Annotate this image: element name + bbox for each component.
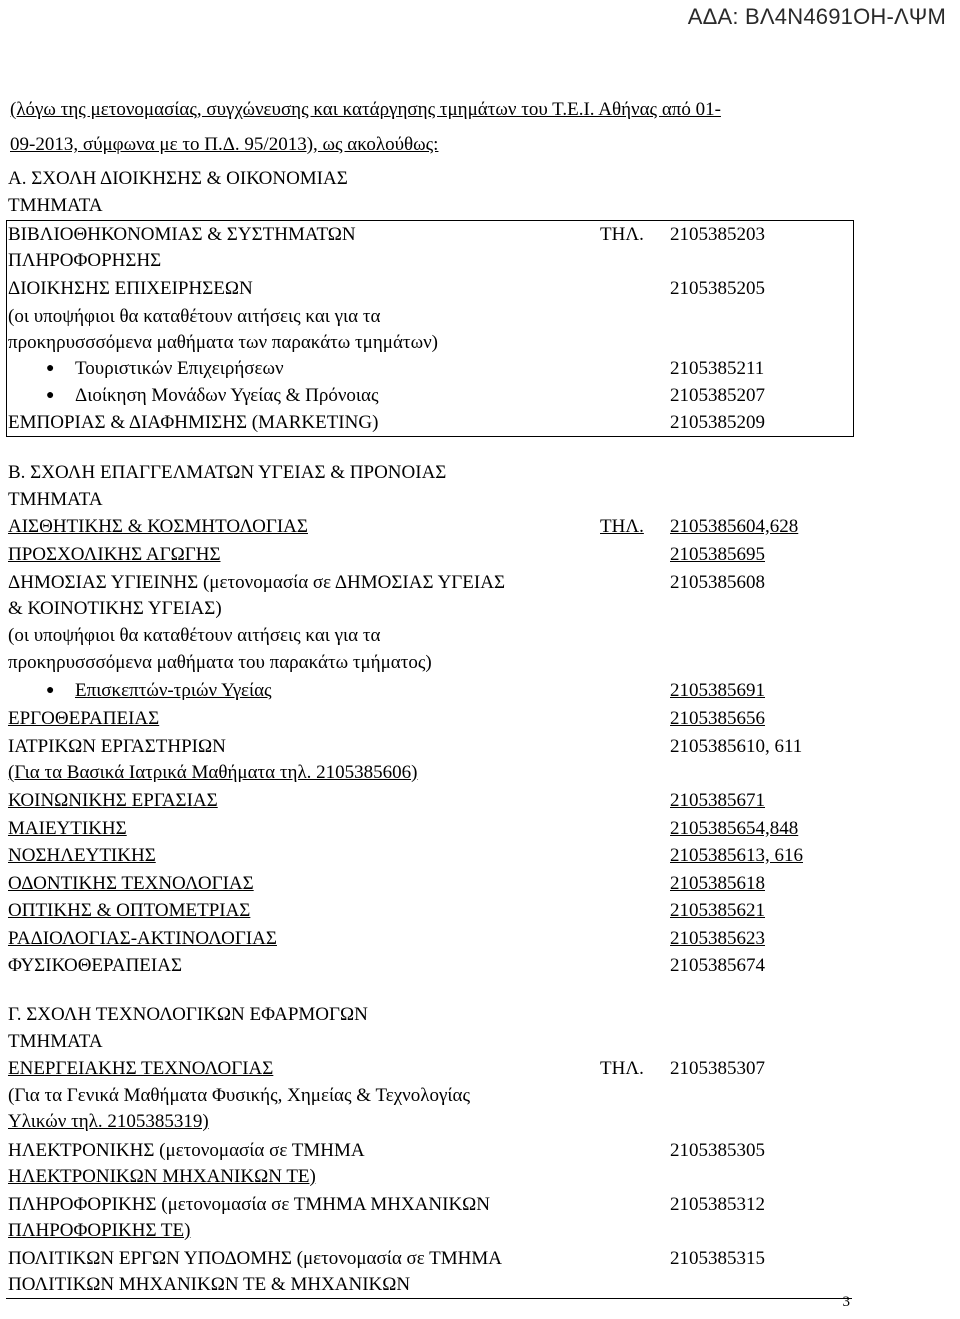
section-c-title: Γ. ΣΧΟΛΗ ΤΕΧΝΟΛΟΓΙΚΩΝ ΕΦΑΡΜΟΓΩΝ: [8, 1004, 368, 1025]
row-a-2-l1: ΔΙΟΙΚΗΣΗΣ ΕΠΙΧΕΙΡΗΣΕΩΝ: [8, 278, 253, 299]
row-b-6-tel: 2105385610, 611: [670, 736, 803, 757]
row-b-4-bullet: Επισκεπτών-τριών Υγείας: [75, 680, 272, 701]
row-b-12-tel: 2105385623: [670, 928, 765, 949]
row-a-4-bullet: Διοίκηση Μονάδων Υγείας & Πρόνοιας: [75, 385, 379, 406]
row-b-1-tel: 2105385604,628: [670, 516, 799, 537]
section-b-title: Β. ΣΧΟΛΗ ΕΠΑΓΓΕΛΜΑΤΩΝ ΥΓΕΙΑΣ & ΠΡΟΝΟΙΑΣ: [8, 462, 447, 483]
row-b-3-l1: ΔΗΜΟΣΙΑΣ ΥΓΙΕΙΝΗΣ (μετονομασία σε ΔΗΜΟΣΙΑΣ ΥΓΕΙΑΣ: [8, 572, 506, 593]
row-b-13-l1: ΦΥΣΙΚΟΘΕΡΑΠΕΙΑΣ: [8, 955, 183, 976]
row-b-3-l2: & ΚΟΙΝΟΤΙΚΗΣ ΥΓΕΙΑΣ): [8, 598, 222, 619]
row-c-2-tel: 2105385305: [670, 1140, 765, 1161]
row-a-4-tel: 2105385207: [670, 385, 765, 406]
row-b-10-tel: 2105385618: [670, 873, 765, 894]
row-a-1-tel: 2105385203: [670, 224, 765, 245]
bullet-icon: ●: [46, 683, 55, 698]
row-b-10-l1: ΟΔΟΝΤΙΚΗΣ ΤΕΧΝΟΛΟΓΙΑΣ: [8, 873, 254, 894]
row-c-1-l2: (Για τα Γενικά Μαθήματα Φυσικής, Χημείας & Τεχνολογίας: [8, 1085, 470, 1106]
row-b-13-tel: 2105385674: [670, 955, 765, 976]
row-a-1-l1: ΒΙΒΛΙΟΘΗΚΟΝΟΜΙΑΣ & ΣΥΣΤΗΜΑΤΩΝ: [8, 224, 356, 245]
row-b-11-l1: ΟΠΤΙΚΗΣ & ΟΠΤΟΜΕΤΡΙΑΣ: [8, 900, 251, 921]
row-c-1-tel: 2105385307: [670, 1058, 765, 1079]
row-c-1-l3: Υλικών τηλ. 2105385319): [8, 1111, 209, 1132]
row-b-11-tel: 2105385621: [670, 900, 765, 921]
row-b-2-l1: ΠΡΟΣΧΟΛΙΚΗΣ ΑΓΩΓΗΣ: [8, 544, 221, 565]
row-c-3-l1: ΠΛΗΡΟΦΟΡΙΚΗΣ (μετονομασία σε ΤΜΗΜΑ ΜΗΧΑΝΙΚΩΝ: [8, 1194, 491, 1215]
ada-code: ΑΔΑ: ΒΛ4Ν4691ΟΗ-ΛΨΜ: [687, 4, 946, 29]
row-c-2-l2: ΗΛΕΚΤΡΟΝΙΚΩΝ ΜΗΧΑΝΙΚΩΝ ΤΕ): [8, 1166, 316, 1187]
row-c-4-l1: ΠΟΛΙΤΙΚΩΝ ΕΡΓΩΝ ΥΠΟΔΟΜΗΣ (μετονομασία σε ΤΜΗΜΑ: [8, 1248, 503, 1269]
row-b-4-tel: 2105385691: [670, 680, 765, 701]
row-c-2-l1: ΗΛΕΚΤΡΟΝΙΚΗΣ (μετονομασία σε ΤΜΗΜΑ: [8, 1140, 365, 1161]
row-a-2-tel: 2105385205: [670, 278, 765, 299]
row-c-1-l1: ΕΝΕΡΓΕΙΑΚΗΣ ΤΕΧΝΟΛΟΓΙΑΣ: [8, 1058, 274, 1079]
bottom-rule: [6, 1298, 852, 1299]
row-b-3-tel: 2105385608: [670, 572, 765, 593]
row-a-1-l2: ΠΛΗΡΟΦΟΡΗΣΗΣ: [8, 250, 162, 271]
row-b-9-l1: ΝΟΣΗΛΕΥΤΙΚΗΣ: [8, 845, 156, 866]
row-b-2-tel: 2105385695: [670, 544, 765, 565]
intro-line-1: (λόγω της μετονομασίας, συγχώνευσης και κατάργησης τμημάτων του Τ.Ε.Ι. Αθήνας από 01-: [10, 99, 721, 120]
section-c-tel-label: ΤΗΛ.: [600, 1058, 644, 1079]
row-b-9-tel: 2105385613, 616: [670, 845, 803, 866]
row-a-2-l3: προκηρυσσσόμενα μαθήματα των παρακάτω τμημάτων): [8, 332, 438, 353]
row-b-8-tel: 2105385654,848: [670, 818, 799, 839]
section-b-dept-header: ΤΜΗΜΑΤΑ: [8, 489, 103, 510]
section-b-tel-label: ΤΗΛ.: [600, 516, 644, 537]
row-a-5-tel: 2105385209: [670, 412, 765, 433]
row-b-7-tel: 2105385671: [670, 790, 765, 811]
row-a-5-l1: ΕΜΠΟΡΙΑΣ & ΔΙΑΦΗΜΙΣΗΣ (MARKETING): [8, 412, 379, 433]
row-c-3-tel: 2105385312: [670, 1194, 765, 1215]
bullet-icon: ●: [46, 361, 55, 376]
row-b-12-l1: ΡΑΔΙΟΛΟΓΙΑΣ-ΑΚΤΙΝΟΛΟΓΙΑΣ: [8, 928, 277, 949]
section-a-title: Α. ΣΧΟΛΗ ΔΙΟΙΚΗΣΗΣ & ΟΙΚΟΝΟΜΙΑΣ: [8, 168, 348, 189]
row-b-7-l1: ΚΟΙΝΩΝΙΚΗΣ ΕΡΓΑΣΙΑΣ: [8, 790, 218, 811]
row-a-3-tel: 2105385211: [670, 358, 765, 379]
row-b-6-l1: ΙΑΤΡΙΚΩΝ ΕΡΓΑΣΤΗΡΙΩΝ: [8, 736, 226, 757]
row-b-5-tel: 2105385656: [670, 708, 765, 729]
row-b-3-l4: προκηρυσσσόμενα μαθήματα του παρακάτω τμήματος): [8, 652, 432, 673]
section-c-dept-header: ΤΜΗΜΑΤΑ: [8, 1031, 103, 1052]
page-number: 3: [842, 1294, 850, 1310]
row-c-4-l2: ΠΟΛΙΤΙΚΩΝ ΜΗΧΑΝΙΚΩΝ ΤΕ & ΜΗΧΑΝΙΚΩΝ: [8, 1274, 411, 1295]
intro-paragraph: [10, 92, 850, 162]
section-a-tel-label: ΤΗΛ.: [600, 224, 644, 245]
intro-line-2: 09-2013, σύμφωνα με το Π.Δ. 95/2013), ως ακολούθως:: [10, 134, 439, 155]
row-b-5-l1: ΕΡΓΟΘΕΡΑΠΕΙΑΣ: [8, 708, 160, 729]
row-c-4-tel: 2105385315: [670, 1248, 765, 1269]
bullet-icon: ●: [46, 388, 55, 403]
row-b-8-l1: ΜΑΙΕΥΤΙΚΗΣ: [8, 818, 127, 839]
row-b-6-l2: (Για τα Βασικά Ιατρικά Μαθήματα τηλ. 2105385606): [8, 762, 418, 783]
row-a-3-bullet: Τουριστικών Επιχειρήσεων: [75, 358, 284, 379]
row-b-3-l3: (οι υποψήφιοι θα καταθέτουν αιτήσεις και για τα: [8, 625, 381, 646]
row-b-1-l1: ΑΙΣΘΗΤΙΚΗΣ & ΚΟΣΜΗΤΟΛΟΓΙΑΣ: [8, 516, 308, 537]
row-c-3-l2: ΠΛΗΡΟΦΟΡΙΚΗΣ ΤΕ): [8, 1220, 191, 1241]
section-a-dept-header: ΤΜΗΜΑΤΑ: [8, 195, 103, 216]
row-a-2-l2: (οι υποψήφιοι θα καταθέτουν αιτήσεις και για τα: [8, 306, 381, 327]
